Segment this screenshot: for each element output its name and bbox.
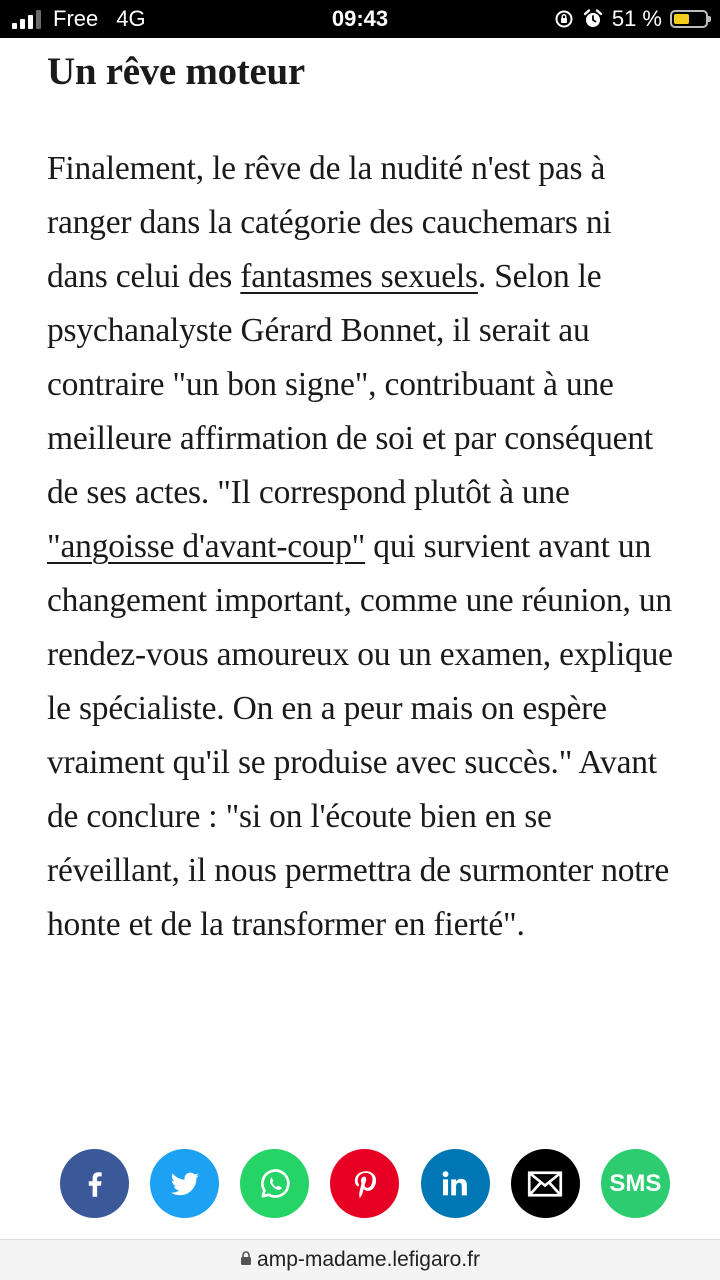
battery-icon: [670, 10, 708, 28]
battery-level-fill: [674, 14, 689, 24]
url-text: amp-madame.lefigaro.fr: [257, 1248, 480, 1271]
carrier-name: Free: [53, 6, 99, 31]
url-bar[interactable]: [0, 1239, 720, 1280]
share-sms-button[interactable]: [601, 1149, 670, 1218]
clock: 09:43: [331, 6, 389, 31]
pinterest-icon: [349, 1166, 381, 1202]
share-linkedin-button[interactable]: [421, 1149, 490, 1218]
whatsapp-icon: [256, 1165, 294, 1203]
share-twitter-button[interactable]: [150, 1149, 219, 1218]
paragraph-text-3: qui survient avant un changement important, comme une réunion, un rendez-vous amoureux ou un examen, explique le spécialiste. On en a peur mais on espère vraiment qu'il se produise avec succès." Avant de conclure : "si on l'écoute bien en se réveillant, il nous permettra de surmonter notre honte et de la transformer en fierté".: [47, 528, 673, 943]
share-email-button[interactable]: [511, 1149, 580, 1218]
orientation-lock-icon: [554, 9, 574, 29]
lock-icon: [240, 1248, 252, 1272]
angoisse-avant-coup-link[interactable]: "angoisse d'avant-coup": [47, 528, 366, 565]
network-type: 4G: [116, 6, 146, 31]
share-whatsapp-button[interactable]: [240, 1149, 309, 1218]
paragraph-text-2: . Selon le psychanalyste Gérard Bonnet, il serait au contraire "un bon signe", contribuant à une meilleure affirmation de soi et par conséquent de ses actes. "Il correspond plutôt à une: [47, 258, 653, 511]
fantasmes-sexuels-link[interactable]: fantasmes sexuels: [240, 258, 478, 295]
share-pinterest-button[interactable]: [330, 1149, 399, 1218]
section-heading: Un rêve moteur: [47, 50, 305, 93]
facebook-icon: [78, 1167, 112, 1201]
share-bar: [60, 1149, 670, 1219]
status-left: [12, 0, 146, 38]
sms-icon: SMS: [609, 1169, 662, 1197]
email-icon: [527, 1170, 563, 1198]
battery-percent: 51 %: [611, 6, 662, 31]
twitter-icon: [168, 1167, 202, 1201]
signal-strength-icon: [12, 9, 41, 29]
linkedin-icon: [439, 1168, 471, 1200]
article-paragraph: [47, 142, 677, 952]
status-right: [554, 0, 708, 38]
share-facebook-button[interactable]: [60, 1149, 129, 1218]
alarm-icon: [582, 8, 604, 30]
status-bar: [0, 0, 720, 38]
paragraph-text-1: Finalement, le rêve de la nudité n'est pas à ranger dans la catégorie des cauchemars ni dans celui des: [47, 150, 612, 295]
article-body: [47, 44, 677, 952]
